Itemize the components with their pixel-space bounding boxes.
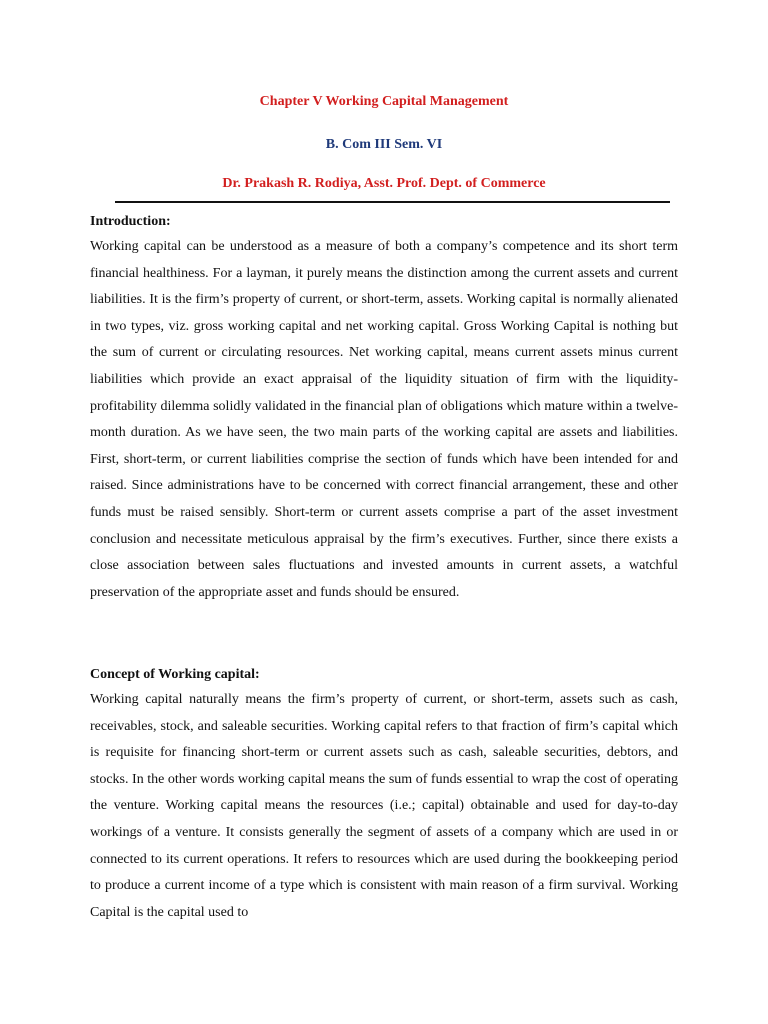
concept-paragraph: Working capital naturally means the firm’s property of current, or short-term, assets such as cash, receivables, stock, and saleable securities. Working capital refers to that fraction of firm’s capital which is requisite for financing short-term or current assets such as cash, saleable securities, debtors, and stocks. In the other words working capital means the sum of funds essential to wrap the cost of operating the venture. Working capital means the resources (i.e.; capital) obtainable and used for day-to-day workings of a venture. It consists generally the segment of assets of a company which are used in or connected to its current operations. It refers to resources which are used during the bookkeeping period to produce a current income of a type which is consistent with main reason of a firm survival. Working Capital is the capital used to (90, 692, 678, 920)
introduction-paragraph: Working capital can be understood as a measure of both a company’s competence and its short term financial healthiness. For a layman, it purely means the distinction among the current assets and current liabilities. It is the firm’s property of current, or short-term, assets. Working capital is normally alienated in two types, viz. gross working capital and net working capital. Gross Working Capital is nothing but the sum of current or circulating resources. Net working capital, means current assets minus current liabilities which provide an exact appraisal of the liquidity situation of firm with the liquidity-profitability dilemma solidly validated in the financial plan of obligations which mature within a twelve-month duration. As we have seen, the two main parts of the working capital are assets and liabilities. First, short-term, or current liabilities comprise the section of funds which have been intended for and raised. Since administrations have to be concerned with correct financial arrangement, these and other funds must be raised sensibly. Short-term or current assets comprise a part of the asset investment conclusion and necessitate meticulous appraisal by the firm’s executives. Further, since there exists a close association between sales fluctuations and invested amounts in current assets, a watchful preservation of the appropriate asset and funds should be ensured. (90, 239, 678, 600)
chapter-title: Chapter V Working Capital Management (259, 94, 509, 109)
author-line: Dr. Prakash R. Rodiya, Asst. Prof. Dept. of Commerce (222, 176, 546, 191)
concept-heading: Concept of Working capital: (90, 667, 260, 682)
course-title: B. Com III Sem. VI (325, 137, 443, 152)
introduction-heading: Introduction: (90, 214, 171, 229)
header-divider (115, 201, 670, 203)
